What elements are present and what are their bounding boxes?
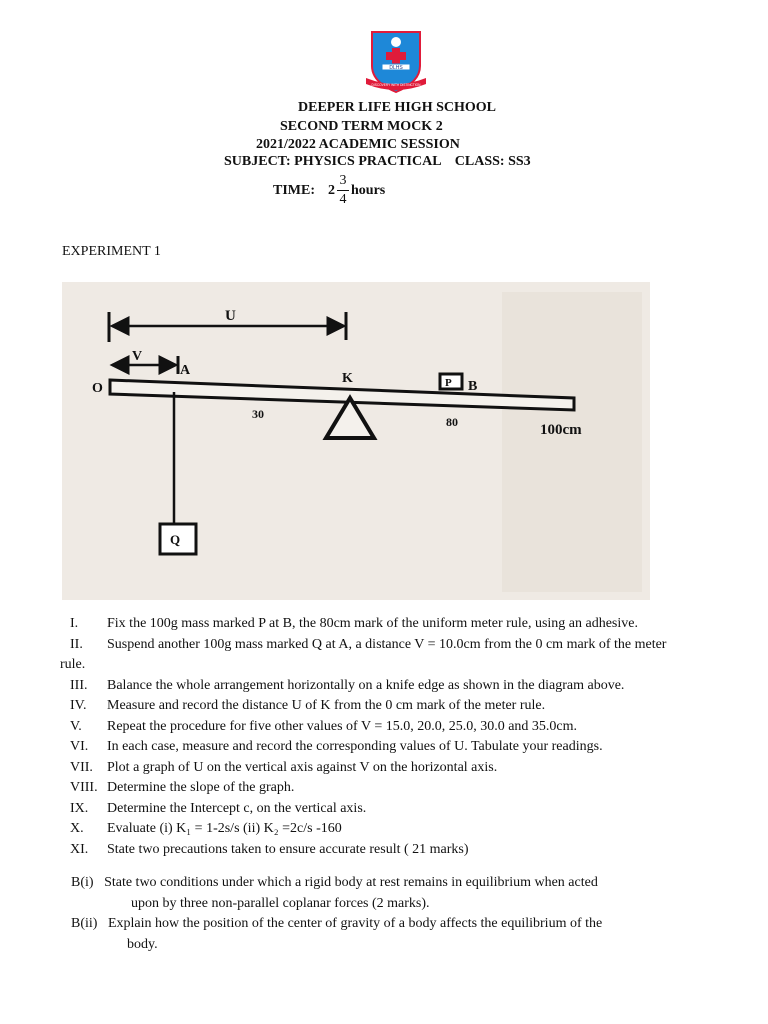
school-name: DEEPER LIFE HIGH SCHOOL xyxy=(298,100,496,115)
step-text: Plot a graph of U on the vertical axis against V on the horizontal axis. xyxy=(107,759,498,775)
time-unit: hours xyxy=(351,183,386,198)
step-text: Measure and record the distance U of K from the 0 cm mark of the meter rule. xyxy=(107,698,546,713)
label-q: Q xyxy=(170,532,181,547)
step-text: In each case, measure and record the corresponding values of U. Tabulate your readings. xyxy=(107,739,603,754)
mark-30: 30 xyxy=(252,407,264,421)
procedure-list xyxy=(60,614,730,860)
question-b-ii xyxy=(71,914,671,955)
school-logo xyxy=(364,28,428,96)
label-b: B xyxy=(468,379,478,394)
exam-title: SECOND TERM MOCK 2 xyxy=(280,119,443,134)
label-p: P xyxy=(445,377,452,389)
step-continuation: rule. xyxy=(60,657,86,672)
question-text: Explain how the position of the center of gravity of a body affects the equilibrium of the xyxy=(107,916,603,931)
procedure-step xyxy=(70,696,730,717)
label-a: A xyxy=(180,363,191,378)
step-number: XI. xyxy=(70,841,89,857)
step-number: I. xyxy=(70,616,79,631)
procedure-step xyxy=(70,635,730,656)
question-b-i xyxy=(71,873,671,914)
label-u: U xyxy=(225,308,236,324)
time-fraction xyxy=(337,173,349,208)
logo-text: DLHS xyxy=(389,65,403,71)
step-text: Evaluate (i) K₁ = 1-2s/s (ii) K₂ =2c/s -160 xyxy=(107,821,342,836)
question-label: B(ii) xyxy=(71,916,98,931)
step-text: State two precautions taken to ensure accurate result ( 21 marks) xyxy=(107,841,469,857)
step-text: Repeat the procedure for five other values of V = 15.0, 20.0, 25.0, 30.0 and 35.0cm. xyxy=(107,718,578,734)
procedure-step xyxy=(70,819,730,840)
mark-80: 80 xyxy=(446,415,458,429)
step-number: VI. xyxy=(70,739,89,754)
time-label: TIME: xyxy=(273,183,315,198)
time-numerator: 3 xyxy=(339,173,347,188)
experiment-title: EXPERIMENT 1 xyxy=(62,244,161,259)
step-number: X. xyxy=(70,821,84,836)
time-denominator: 4 xyxy=(339,192,347,207)
step-number: II. xyxy=(70,636,83,652)
step-number: IV. xyxy=(70,698,87,713)
logo-motto: DISCOVERY WITH DISTINCTION xyxy=(371,83,421,87)
question-text: State two conditions under which a rigid body at rest remains in equilibrium when acted xyxy=(104,875,598,890)
label-k: K xyxy=(342,371,353,386)
subject-class: SUBJECT: PHYSICS PRACTICAL CLASS: SS3 xyxy=(224,154,531,169)
step-number: VII. xyxy=(70,759,93,775)
mark-100cm: 100cm xyxy=(540,422,582,438)
question-continuation: upon by three non-parallel coplanar forces (2 marks). xyxy=(131,895,430,911)
label-v: V xyxy=(132,349,143,364)
procedure-step xyxy=(70,717,730,738)
step-text: Fix the 100g mass marked P at B, the 80cm mark of the uniform meter rule, using an adhesive. xyxy=(107,616,638,631)
step-text: Determine the slope of the graph. xyxy=(107,780,295,795)
time-whole: 2 xyxy=(328,183,335,198)
procedure-step xyxy=(70,676,730,697)
step-text: Balance the whole arrangement horizontally on a knife edge as shown in the diagram above. xyxy=(107,677,625,693)
procedure-step xyxy=(70,614,730,635)
procedure-step xyxy=(70,840,730,861)
question-continuation: body. xyxy=(127,936,158,952)
step-number: IX. xyxy=(70,800,89,816)
step-text: Determine the Intercept c, on the vertical axis. xyxy=(107,800,367,816)
procedure-step xyxy=(70,758,730,779)
label-o: O xyxy=(92,381,103,396)
step-number: V. xyxy=(70,718,82,734)
step-number: III. xyxy=(70,677,88,693)
experiment-diagram xyxy=(62,282,650,600)
procedure-step xyxy=(70,778,730,799)
academic-session: 2021/2022 ACADEMIC SESSION xyxy=(256,137,460,152)
step-text: Suspend another 100g mass marked Q at A, a distance V = 10.0cm from the 0 cm mark of the meter xyxy=(107,636,667,652)
procedure-step xyxy=(70,737,730,758)
question-label: B(i) xyxy=(71,875,94,890)
procedure-step xyxy=(70,799,730,820)
step-number: VIII. xyxy=(70,780,98,795)
